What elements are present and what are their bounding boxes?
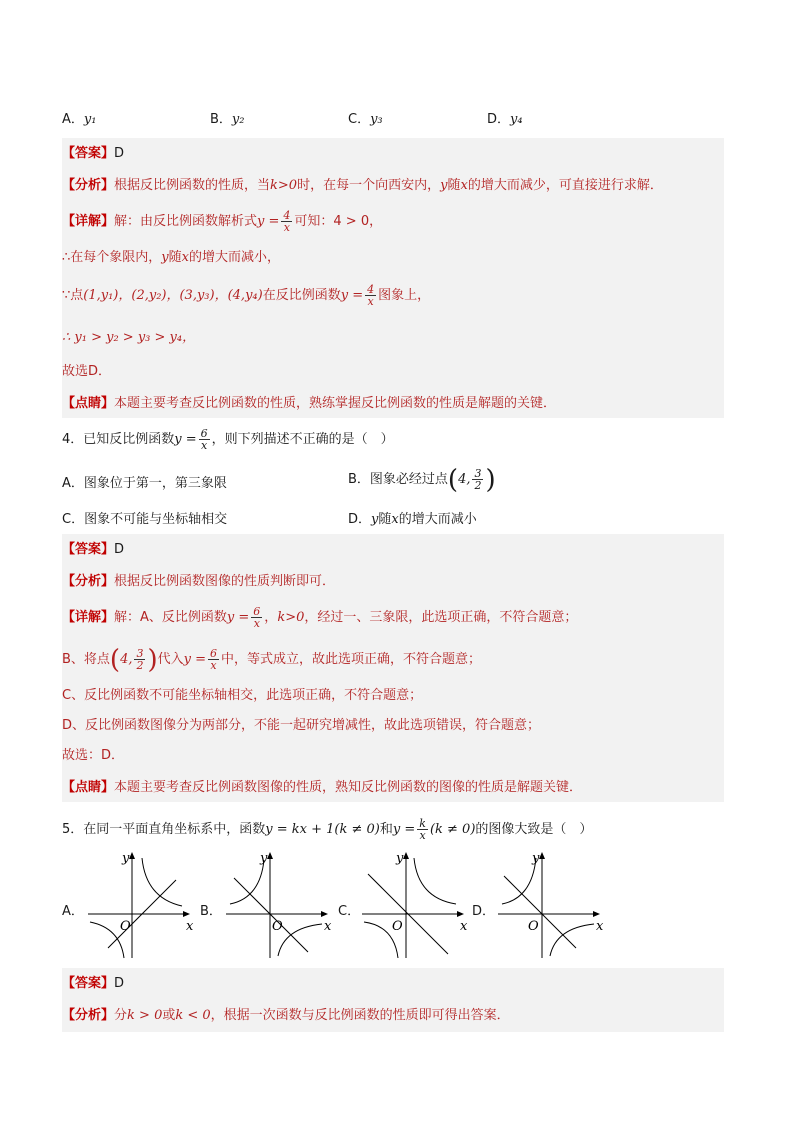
detail-line-2: B、将点(4, $\frac{3}{2}$ )代入y = $\frac{6}{x}$ 中，等式成立，故此选项正确，不符合题意； xyxy=(62,644,482,675)
graph-option-a[interactable] xyxy=(86,848,198,960)
detail-line-2: ∴在每个象限内，y随x的增大而减小， xyxy=(62,250,281,265)
detail-line-1: 【详解】解：A、反比例函数y = $\frac{6}{x}$ ，k>0，经过一、三象限，此选项正确，不符合题意； xyxy=(62,605,578,630)
option-a[interactable] xyxy=(62,108,96,127)
analysis-line: 【分析】根据反比例函数图像的性质判断即可． xyxy=(62,574,336,589)
fraction: $\frac{6}{x}$ xyxy=(253,605,261,630)
detail-line-5: 故选：D． xyxy=(62,748,125,763)
origin-label: O xyxy=(528,919,539,934)
origin-label: O xyxy=(272,919,283,934)
analysis-line: 【分析】分k > 0或k < 0，根据一次函数与反比例函数的性质即可得出答案． xyxy=(62,1008,510,1023)
x-axis-label: x xyxy=(324,919,332,934)
fraction: $\frac{3}{2}$ xyxy=(474,467,482,492)
y-axis-label: y xyxy=(532,851,540,866)
x-axis-label: x xyxy=(186,919,194,934)
graph-option-c[interactable] xyxy=(360,848,472,960)
fraction: $\frac{6}{x}$ xyxy=(200,427,208,452)
fraction: $\frac{4}{x}$ xyxy=(283,209,291,234)
answer-line: 【答案】D xyxy=(62,542,125,557)
y-axis-label: y xyxy=(396,851,404,866)
graph-option-a-label[interactable]: A． xyxy=(62,904,84,919)
detail-line-4: D、反比例函数图像分为两部分，不能一起研究增减性，故此选项错误，符合题意； xyxy=(62,718,541,733)
origin-label: O xyxy=(120,919,131,934)
detail-line-5: 故选D． xyxy=(62,364,112,379)
x-axis-label: x xyxy=(460,919,468,934)
graph-option-d[interactable] xyxy=(496,848,608,960)
detail-line-3: C、反比例函数不可能坐标轴相交，此选项正确，不符合题意； xyxy=(62,688,423,703)
graph-option-b[interactable] xyxy=(224,848,336,960)
analysis-line: 【分析】根据反比例函数的性质，当k>0时，在每一个向西安内，y随x的增大而减少，可直接进行求解． xyxy=(62,178,663,193)
remark-line: 【点睛】本题主要考查反比例函数的性质，熟练掌握反比例函数的性质是解题的关键． xyxy=(62,396,557,411)
fraction: $\frac{4}{x}$ xyxy=(367,283,375,308)
option-c[interactable] xyxy=(348,108,383,127)
detail-line-1: 【详解】解：由反比例函数解析式y = $\frac{4}{x}$ 可知：4 > 0， xyxy=(62,209,383,234)
origin-label: O xyxy=(392,919,403,934)
answer-line: 【答案】D xyxy=(62,146,125,161)
option-b[interactable] xyxy=(210,108,244,127)
answer-line: 【答案】D xyxy=(62,976,125,991)
graph-option-d-label[interactable]: D． xyxy=(472,904,496,919)
option-d[interactable] xyxy=(487,108,523,127)
x-axis-label: x xyxy=(596,919,604,934)
option-label: A． xyxy=(62,112,84,127)
fraction: $\frac{3}{2}$ xyxy=(136,647,144,672)
fraction: $\frac{k}{x}$ xyxy=(419,817,426,842)
y-axis-label: y xyxy=(122,851,130,866)
option-value: y₂ xyxy=(231,112,245,127)
option-value: y₄ xyxy=(510,112,523,127)
y-axis-label: y xyxy=(260,851,268,866)
option-label: C． xyxy=(348,112,371,127)
q4-option-c[interactable]: C．图象不可能与坐标轴相交 xyxy=(62,512,228,527)
question-5-stem: 5．在同一平面直角坐标系中，函数y = kx + 1(k ≠ 0)和y = $\frac{k}{x}$ (k ≠ 0)的图像大致是（ ） xyxy=(62,817,593,842)
option-value: y₁ xyxy=(83,112,97,127)
detail-line-3: ∵点(1,y₁)，(2,y₂)，(3,y₃)，(4,y₄)在反比例函数y = $\frac{4}{x}$ 图象上， xyxy=(62,283,431,308)
option-label: D． xyxy=(487,112,511,127)
detail-line-4: ∴ y₁ > y₂ > y₃ > y₄， xyxy=(62,330,196,345)
fraction: $\frac{6}{x}$ xyxy=(210,647,218,672)
question-4-stem: 4．已知反比例函数y = $\frac{6}{x}$ ，则下列描述不正确的是（ ） xyxy=(62,427,394,452)
option-label: B． xyxy=(210,112,232,127)
q4-option-d[interactable]: D．y随x的增大而减小 xyxy=(348,512,477,527)
option-value: y₃ xyxy=(370,112,383,127)
q4-option-a[interactable]: A．图象位于第一，第三象限 xyxy=(62,476,227,491)
remark-line: 【点睛】本题主要考查反比例函数图像的性质，熟知反比例函数的图像的性质是解题关键． xyxy=(62,780,583,795)
graph-option-b-label[interactable]: B． xyxy=(200,904,222,919)
graph-option-c-label[interactable]: C． xyxy=(338,904,361,919)
q4-option-b[interactable]: B．图象必经过点(4, $\frac{3}{2}$ ) xyxy=(348,464,496,495)
